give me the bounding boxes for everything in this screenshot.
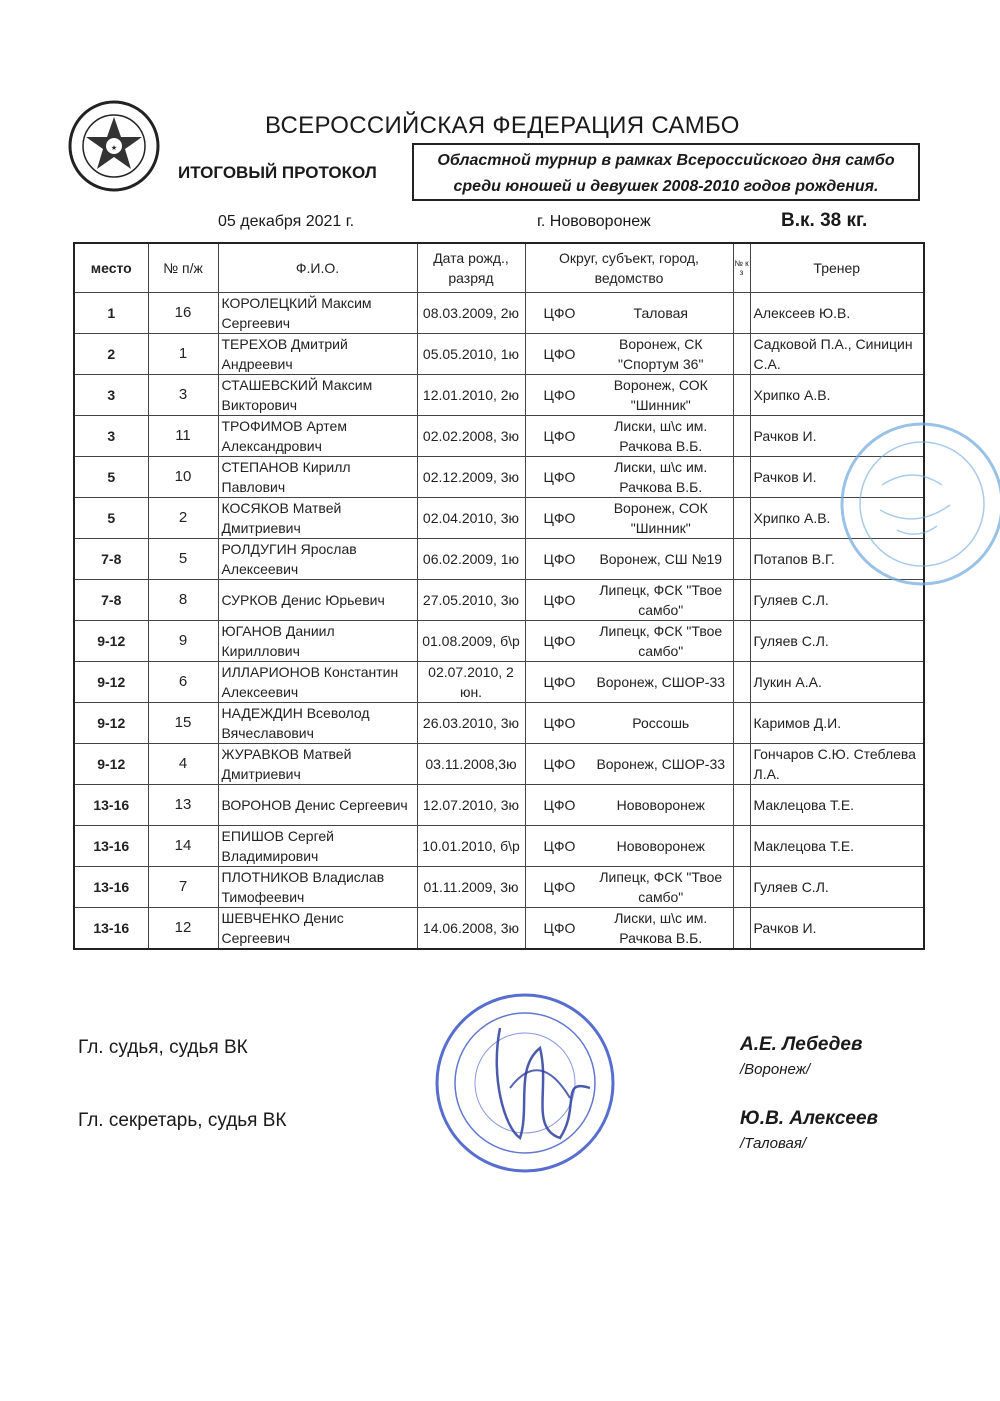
cell-number: 7 — [148, 867, 218, 908]
table-row — [74, 580, 924, 621]
cell-city: Липецк, ФСК "Твое самбо" — [589, 621, 733, 662]
svg-text:★: ★ — [110, 145, 118, 152]
cell-number: 6 — [148, 662, 218, 703]
header-birth-line1: Дата рожд., — [433, 250, 509, 266]
cell-district: ЦФО — [525, 416, 589, 457]
chief-judge-label: Гл. судья, судья ВК — [78, 1037, 248, 1058]
table-row — [74, 662, 924, 703]
cell-name: ЕПИШОВ Сергей Владимирович — [218, 826, 417, 867]
cell-city: Воронеж, СШОР-33 — [589, 744, 733, 785]
header-name: Ф.И.О. — [218, 243, 417, 293]
cell-place: 7-8 — [74, 580, 148, 621]
cell-district: ЦФО — [525, 867, 589, 908]
chief-secretary-name: Ю.В. Алексеев — [740, 1108, 879, 1129]
cell-birth: 02.02.2008, 3ю — [417, 416, 525, 457]
cell-birth: 12.07.2010, 3ю — [417, 785, 525, 826]
cell-place: 1 — [74, 293, 148, 334]
chief-judge-city: /Воронеж/ — [740, 1061, 811, 1078]
cell-city: Нововоронеж — [589, 785, 733, 826]
table-row — [74, 334, 924, 375]
table-row — [74, 539, 924, 580]
cell-nk — [733, 662, 750, 703]
cell-nk — [733, 908, 750, 950]
header-birth-line2: разряд — [448, 270, 494, 286]
sambo-federation-logo — [68, 100, 160, 192]
cell-birth: 14.06.2008, 3ю — [417, 908, 525, 950]
cell-birth: 10.01.2010, б\р — [417, 826, 525, 867]
cell-birth: 02.07.2010, 2 юн. — [417, 662, 525, 703]
cell-name: ПЛОТНИКОВ Владислав Тимофеевич — [218, 867, 417, 908]
cell-nk — [733, 703, 750, 744]
cell-nk — [733, 375, 750, 416]
cell-place: 7-8 — [74, 539, 148, 580]
cell-birth: 08.03.2009, 2ю — [417, 293, 525, 334]
protocol-title: ИТОГОВЫЙ ПРОТОКОЛ — [178, 163, 377, 182]
table-row — [74, 457, 924, 498]
cell-name: СУРКОВ Денис Юрьевич — [218, 580, 417, 621]
cell-place: 9-12 — [74, 621, 148, 662]
cell-district: ЦФО — [525, 703, 589, 744]
cell-coach: Потапов В.Г. — [750, 539, 924, 580]
cell-number: 1 — [148, 334, 218, 375]
cell-birth: 06.02.2009, 1ю — [417, 539, 525, 580]
cell-city: Липецк, ФСК "Твое самбо" — [589, 580, 733, 621]
cell-name: НАДЕЖДИН Всеволод Вячеславович — [218, 703, 417, 744]
cell-name: ИЛЛАРИОНОВ Константин Алексеевич — [218, 662, 417, 703]
cell-name: КОРОЛЕЦКИЙ Максим Сергеевич — [218, 293, 417, 334]
cell-birth: 02.04.2010, 3ю — [417, 498, 525, 539]
cell-city: Россошь — [589, 703, 733, 744]
cell-city: Таловая — [589, 293, 733, 334]
cell-nk — [733, 293, 750, 334]
cell-birth: 01.08.2009, б\р — [417, 621, 525, 662]
table-row — [74, 908, 924, 950]
cell-nk — [733, 416, 750, 457]
cell-number: 15 — [148, 703, 218, 744]
cell-coach: Рачков И. — [750, 416, 924, 457]
header-nk: № к з — [733, 243, 750, 293]
cell-coach: Каримов Д.И. — [750, 703, 924, 744]
cell-coach: Хрипко А.В. — [750, 498, 924, 539]
cell-coach: Маклецова Т.Е. — [750, 826, 924, 867]
cell-city: Воронеж, СОК "Шинник" — [589, 498, 733, 539]
cell-coach: Рачков И. — [750, 908, 924, 950]
cell-place: 13-16 — [74, 867, 148, 908]
cell-district: ЦФО — [525, 785, 589, 826]
cell-place: 9-12 — [74, 662, 148, 703]
table-row — [74, 867, 924, 908]
cell-coach: Гончаров С.Ю. Стеблева Л.А. — [750, 744, 924, 785]
cell-coach: Лукин А.А. — [750, 662, 924, 703]
cell-birth: 12.01.2010, 2ю — [417, 375, 525, 416]
cell-city: Воронеж, СОК "Шинник" — [589, 375, 733, 416]
event-city: г. Нововоронеж — [537, 213, 651, 230]
cell-place: 9-12 — [74, 744, 148, 785]
table-row — [74, 416, 924, 457]
header-number: № п/ж — [148, 243, 218, 293]
cell-place: 5 — [74, 457, 148, 498]
cell-district: ЦФО — [525, 498, 589, 539]
cell-number: 10 — [148, 457, 218, 498]
header-district-line2: ведомство — [594, 270, 664, 286]
cell-coach: Маклецова Т.Е. — [750, 785, 924, 826]
cell-place: 5 — [74, 498, 148, 539]
federation-title: ВСЕРОССИЙСКАЯ ФЕДЕРАЦИЯ САМБО — [265, 112, 740, 139]
event-line-1: Областной турнир в рамках Всероссийского дня самбо — [437, 152, 895, 169]
cell-district: ЦФО — [525, 375, 589, 416]
cell-number: 3 — [148, 375, 218, 416]
cell-name: ШЕВЧЕНКО Денис Сергеевич — [218, 908, 417, 950]
table-row — [74, 498, 924, 539]
event-date: 05 декабря 2021 г. — [218, 213, 355, 230]
cell-birth: 27.05.2010, 3ю — [417, 580, 525, 621]
header-coach: Тренер — [750, 243, 924, 293]
cell-number: 4 — [148, 744, 218, 785]
cell-birth: 05.05.2010, 1ю — [417, 334, 525, 375]
cell-name: ТРОФИМОВ Артем Александрович — [218, 416, 417, 457]
cell-birth: 02.12.2009, 3ю — [417, 457, 525, 498]
cell-city: Лиски, ш\с им. Рачкова В.Б. — [589, 457, 733, 498]
results-table — [73, 242, 925, 950]
cell-number: 5 — [148, 539, 218, 580]
header-district — [525, 243, 733, 293]
weight-class: В.к. 38 кг. — [781, 210, 868, 231]
cell-nk — [733, 785, 750, 826]
cell-nk — [733, 334, 750, 375]
cell-district: ЦФО — [525, 580, 589, 621]
cell-district: ЦФО — [525, 908, 589, 950]
cell-district: ЦФО — [525, 539, 589, 580]
side-stamp-icon — [822, 415, 1000, 593]
cell-city: Воронеж, СК "Спортум 36" — [589, 334, 733, 375]
cell-district: ЦФО — [525, 293, 589, 334]
cell-district: ЦФО — [525, 334, 589, 375]
header-district-line1: Округ, субъект, город, — [559, 250, 699, 266]
cell-coach: Гуляев С.Л. — [750, 867, 924, 908]
cell-number: 11 — [148, 416, 218, 457]
table-row — [74, 375, 924, 416]
cell-district: ЦФО — [525, 457, 589, 498]
cell-city: Воронеж, СШОР-33 — [589, 662, 733, 703]
cell-number: 9 — [148, 621, 218, 662]
chief-judge-name: А.Е. Лебедев — [740, 1034, 863, 1055]
cell-nk — [733, 621, 750, 662]
cell-district: ЦФО — [525, 662, 589, 703]
cell-name: ТЕРЕХОВ Дмитрий Андреевич — [218, 334, 417, 375]
cell-place: 13-16 — [74, 908, 148, 950]
cell-district: ЦФО — [525, 744, 589, 785]
cell-place: 9-12 — [74, 703, 148, 744]
cell-nk — [733, 580, 750, 621]
cell-number: 8 — [148, 580, 218, 621]
cell-coach: Рачков И. — [750, 457, 924, 498]
cell-birth: 26.03.2010, 3ю — [417, 703, 525, 744]
cell-birth: 03.11.2008,3ю — [417, 744, 525, 785]
cell-place: 3 — [74, 416, 148, 457]
cell-nk — [733, 826, 750, 867]
cell-coach: Алексеев Ю.В. — [750, 293, 924, 334]
cell-name: ЖУРАВКОВ Матвей Дмитриевич — [218, 744, 417, 785]
cell-coach: Гуляев С.Л. — [750, 580, 924, 621]
cell-number: 16 — [148, 293, 218, 334]
cell-number: 2 — [148, 498, 218, 539]
cell-coach: Гуляев С.Л. — [750, 621, 924, 662]
cell-number: 13 — [148, 785, 218, 826]
cell-name: ЮГАНОВ Даниил Кириллович — [218, 621, 417, 662]
cell-place: 3 — [74, 375, 148, 416]
cell-nk — [733, 539, 750, 580]
cell-place: 13-16 — [74, 785, 148, 826]
cell-nk — [733, 744, 750, 785]
cell-city: Липецк, ФСК "Твое самбо" — [589, 867, 733, 908]
cell-city: Воронеж, СШ №19 — [589, 539, 733, 580]
event-title-box — [412, 143, 920, 201]
cell-name: РОЛДУГИН Ярослав Алексеевич — [218, 539, 417, 580]
cell-nk — [733, 498, 750, 539]
cell-place: 2 — [74, 334, 148, 375]
cell-city: Нововоронеж — [589, 826, 733, 867]
cell-name: ВОРОНОВ Денис Сергеевич — [218, 785, 417, 826]
table-row — [74, 826, 924, 867]
cell-nk — [733, 457, 750, 498]
cell-coach: Садковой П.А., Синицин С.А. — [750, 334, 924, 375]
table-header-row — [74, 243, 924, 293]
cell-place: 13-16 — [74, 826, 148, 867]
cell-number: 14 — [148, 826, 218, 867]
table-row — [74, 744, 924, 785]
table-row — [74, 293, 924, 334]
official-seal-icon — [430, 988, 620, 1178]
cell-district: ЦФО — [525, 826, 589, 867]
cell-name: СТЕПАНОВ Кирилл Павлович — [218, 457, 417, 498]
cell-name: КОСЯКОВ Матвей Дмитриевич — [218, 498, 417, 539]
cell-district: ЦФО — [525, 621, 589, 662]
cell-name: СТАШЕВСКИЙ Максим Викторович — [218, 375, 417, 416]
cell-coach: Хрипко А.В. — [750, 375, 924, 416]
cell-city: Лиски, ш\с им. Рачкова В.Б. — [589, 416, 733, 457]
header-birth — [417, 243, 525, 293]
cell-number: 12 — [148, 908, 218, 950]
cell-nk — [733, 867, 750, 908]
header-place: место — [74, 243, 148, 293]
cell-city: Лиски, ш\с им. Рачкова В.Б. — [589, 908, 733, 950]
table-row — [74, 785, 924, 826]
table-row — [74, 703, 924, 744]
table-row — [74, 621, 924, 662]
cell-birth: 01.11.2009, 3ю — [417, 867, 525, 908]
event-line-2: среди юношей и девушек 2008-2010 годов рождения. — [453, 178, 879, 195]
chief-secretary-label: Гл. секретарь, судья ВК — [78, 1110, 287, 1131]
chief-secretary-city: /Таловая/ — [740, 1135, 806, 1152]
